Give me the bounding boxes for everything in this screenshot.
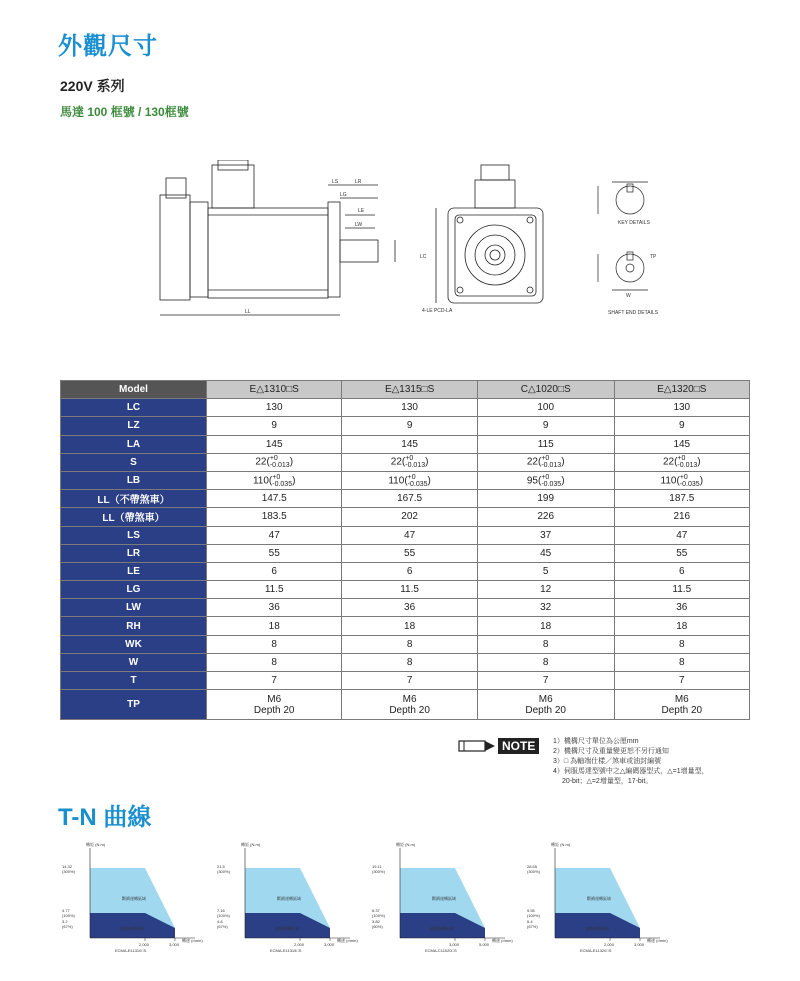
note-list [553,737,709,787]
y-tick-label: (100%) [62,913,75,918]
column-header: E△1315□S [342,381,477,399]
cell-base-value: 22 [526,456,538,468]
x-axis-label: 轉速 (r/min) [492,938,513,943]
y-axis-label: 轉矩 (N.m) [241,842,261,847]
frame-subtitle: 馬達 100 框號 / 130框號 [60,105,189,119]
row-header: LL（不帶煞車） [61,490,207,508]
x-tick-label: 3,000 [634,942,645,947]
pencil-icon [458,738,496,754]
table-row [61,417,750,435]
y-tick-label: 6.4 [527,919,533,924]
y-tick-label: (300%) [372,869,385,874]
table-row [61,562,750,580]
chart-model-label: ECMA-E11320□S [580,948,612,953]
table-cell: 100 [477,399,614,417]
tolerance-lower: -0.035 [407,480,428,488]
intermittent-label: 斷續運轉區域 [122,896,146,901]
model-header: Model [61,381,207,399]
cell-base-value: 110 [660,475,677,487]
table-cell: 7 [477,672,614,690]
table-row [61,653,750,671]
label-lc: LC [420,254,427,260]
x-tick-label: 2,000 [139,942,150,947]
tolerance-upper: +0 [541,455,550,463]
table-cell: 8 [342,635,477,653]
table-cell: M6 Depth 20 [614,690,749,720]
x-tick-label: 2,000 [604,942,615,947]
y-axis-label: 轉矩 (N.m) [396,842,416,847]
table-cell: 9 [207,417,342,435]
y-axis-label: 轉矩 (N.m) [551,842,571,847]
table-cell: M6 Depth 20 [207,690,342,720]
page-title: 外觀尺寸 [58,33,158,60]
table-row [61,399,750,417]
table-row [61,617,750,635]
tolerance [677,455,697,469]
tolerance-lower: -0.013 [405,462,426,470]
table-cell: 8 [207,635,342,653]
table-cell: 5 [477,562,614,580]
table-cell: 9 [477,417,614,435]
table-cell: 9 [614,417,749,435]
table-cell: 167.5 [342,490,477,508]
y-tick-label: 9.55 [527,908,535,913]
table-cell: 11.5 [207,581,342,599]
motor-front-view [436,165,543,303]
shaft-end-label: SHAFT END DETAILS [608,310,659,316]
table-header-row [61,381,750,399]
table-cell: 45 [477,544,614,562]
continuous-label: 連續運轉區域 [585,926,609,931]
y-tick-label: 19.11 [372,864,382,869]
y-tick-label: 6.37 [372,908,380,913]
table-row [61,453,750,471]
row-header: RH [61,617,207,635]
intermittent-label: 斷續運轉區域 [432,896,456,901]
row-header: LB [61,471,207,489]
table-cell: 145 [207,435,342,453]
table-cell: 37 [477,526,614,544]
label-lg: LG [340,192,347,198]
label-lr: LR [355,179,362,185]
y-tick-label: (67%) [217,924,228,929]
table-cell: 130 [342,399,477,417]
tolerance-upper: +0 [272,473,281,481]
label-lw: LW [355,222,363,228]
table-cell: 130 [207,399,342,417]
y-tick-label: (300%) [527,869,540,874]
table-row [61,690,750,720]
tolerance [541,474,561,488]
table-cell: 110( +0 -0.035 ) [342,471,477,489]
table-cell: 36 [207,599,342,617]
table-cell: 55 [207,544,342,562]
table-cell: 9 [342,417,477,435]
table-cell: 22( +0 -0.013 ) [477,453,614,471]
tolerance-upper: +0 [679,473,688,481]
y-tick-label: (300%) [217,869,230,874]
cell-base-value: 110 [252,475,269,487]
tolerance-upper: +0 [269,455,278,463]
intermittent-label: 斷續運轉區域 [277,896,301,901]
table-cell: 187.5 [614,490,749,508]
table-cell: 36 [614,599,749,617]
x-axis-label: 轉速 (r/min) [647,938,668,943]
label-ll: LL [245,309,251,315]
table-cell: 95( +0 -0.035 ) [477,471,614,489]
table-row [61,635,750,653]
table-cell: 202 [342,508,477,526]
table-row [61,544,750,562]
table-cell: 7 [342,672,477,690]
intermittent-label: 斷續運轉區域 [587,896,611,901]
row-header: WK [61,635,207,653]
table-cell: 55 [614,544,749,562]
row-header: TP [61,690,207,720]
dimension-drawings [150,160,690,330]
table-row [61,599,750,617]
row-header: T [61,672,207,690]
table-cell: 47 [342,526,477,544]
column-header: E△1320□S [614,381,749,399]
x-tick-label: 3,000 [169,942,180,947]
note-badge [458,738,539,754]
row-header: LE [61,562,207,580]
tn-title: T-N 曲線 [58,804,152,831]
table-row [61,526,750,544]
table-cell: 8 [477,653,614,671]
y-tick-label: 3.82 [372,919,380,924]
column-header: E△1310□S [207,381,342,399]
row-header: LR [61,544,207,562]
table-cell: 130 [614,399,749,417]
tolerance [680,474,700,488]
continuous-label: 連續運轉區域 [275,926,299,931]
tolerance-lower: -0.013 [269,462,290,470]
x-tick-label: 5,000 [479,942,490,947]
note-item: 20-bit；△=2增量型，17-bit。 [553,778,653,785]
table-cell: 32 [477,599,614,617]
table-cell: 8 [342,653,477,671]
continuous-label: 連續運轉區域 [430,926,454,931]
chart-model-label: ECMA-E11315□S [270,948,302,953]
cell-base-value: 22 [662,456,675,468]
key-details [598,182,648,214]
table-cell: 216 [614,508,749,526]
table-cell: 18 [207,617,342,635]
table-cell: 226 [477,508,614,526]
table-cell: 11.5 [614,581,749,599]
y-tick-label: 7.16 [217,908,225,913]
row-header: LW [61,599,207,617]
table-cell: 11.5 [342,581,477,599]
row-header: LL（帶煞車） [61,508,207,526]
table-cell: 22( +0 -0.013 ) [207,453,342,471]
table-cell: 183.5 [207,508,342,526]
y-tick-label: (300%) [62,869,75,874]
cell-base-value: 95 [526,475,538,487]
y-tick-label: (100%) [527,913,540,918]
table-cell: 8 [614,653,749,671]
note-item: 4）伺服馬達型號中之△編碼器型式，△=1增量型， [553,768,709,775]
table-cell: M6 Depth 20 [477,690,614,720]
label-ls: LS [332,179,339,185]
y-tick-label: (67%) [527,924,538,929]
table-cell: 115 [477,435,614,453]
row-header: LC [61,399,207,417]
table-cell: 18 [342,617,477,635]
table-cell: 7 [614,672,749,690]
cell-base-value: 110 [388,475,405,487]
note-label: NOTE [498,738,539,754]
tolerance [541,455,561,469]
tolerance [270,455,290,469]
table-row [61,435,750,453]
tolerance-lower: -0.035 [541,480,562,488]
tolerance [405,455,425,469]
table-cell: 18 [477,617,614,635]
table-cell: 8 [477,635,614,653]
table-cell: 47 [207,526,342,544]
y-tick-label: (100%) [372,913,385,918]
shaft-end-details [598,252,648,290]
table-row [61,672,750,690]
cell-base-value: 22 [390,456,402,468]
y-axis-label: 轉矩 (N.m) [86,842,106,847]
cell-base-value: 22 [255,456,267,468]
tolerance-upper: +0 [677,455,686,463]
table-row [61,581,750,599]
y-tick-label: (67%) [62,924,73,929]
y-tick-label: 4.77 [62,908,70,913]
tolerance-upper: +0 [405,455,414,463]
label-le: LE [358,208,365,214]
table-cell: 36 [342,599,477,617]
tolerance-upper: +0 [541,473,550,481]
label-la: 4-LE PCD-LA [422,308,453,314]
x-tick-label: 3,000 [449,942,460,947]
table-cell: 110( +0 -0.035 ) [614,471,749,489]
table-cell: 47 [614,526,749,544]
table-cell: 147.5 [207,490,342,508]
tolerance-lower: -0.013 [541,462,562,470]
label-w: W [626,293,631,299]
continuous-label: 連續運轉區域 [120,926,144,931]
table-row [61,471,750,489]
tolerance-lower: -0.035 [272,480,293,488]
y-tick-label: 28.65 [527,864,538,869]
row-header: W [61,653,207,671]
chart-model-label: ECMA-E11310□S [115,948,147,953]
table-cell: 8 [207,653,342,671]
tn-chart [525,838,675,958]
table-cell: 145 [614,435,749,453]
table-cell: 8 [614,635,749,653]
chart-model-label: ECMA-C11020□S [425,948,457,953]
table-cell: M6 Depth 20 [342,690,477,720]
row-header: S [61,453,207,471]
tolerance-lower: -0.035 [679,480,700,488]
table-cell: 6 [614,562,749,580]
y-tick-label: (100%) [217,913,230,918]
table-row [61,508,750,526]
tn-chart [215,838,365,958]
table-cell: 6 [342,562,477,580]
column-header: C△1020□S [477,381,614,399]
table-cell: 7 [207,672,342,690]
tn-chart [370,838,520,958]
table-cell: 18 [614,617,749,635]
note-item: 1）機構尺寸單位為公厘mm [553,738,639,745]
y-tick-label: 21.5 [217,864,225,869]
table-cell: 145 [342,435,477,453]
y-tick-label: 14.32 [62,864,73,869]
table-cell: 110( +0 -0.035 ) [207,471,342,489]
x-tick-label: 2,000 [294,942,305,947]
table-cell: 199 [477,490,614,508]
x-tick-label: 3,000 [324,942,335,947]
x-axis-label: 轉速 (r/min) [182,938,203,943]
table-row [61,490,750,508]
y-tick-label: 3.2 [62,919,68,924]
x-axis-label: 轉速 (r/min) [337,938,358,943]
row-header: LA [61,435,207,453]
row-header: LG [61,581,207,599]
y-tick-label: (60%) [372,924,383,929]
tolerance-upper: +0 [407,473,416,481]
label-tp: TP [650,254,657,260]
row-header: LZ [61,417,207,435]
tolerance-lower: -0.013 [677,462,698,470]
table-cell: 12 [477,581,614,599]
note-item: 2）機構尺寸及重量變更恕不另行通知 [553,748,669,755]
row-header: LS [61,526,207,544]
table-cell: 6 [207,562,342,580]
spec-table [60,380,750,720]
tn-chart [60,838,210,958]
key-details-label: KEY DETAILS [618,220,650,226]
table-cell: 22( +0 -0.013 ) [614,453,749,471]
tolerance [408,474,428,488]
tolerance [272,474,292,488]
series-subtitle: 220V 系列 [60,78,125,94]
y-tick-label: 4.8 [217,919,223,924]
table-cell: 22( +0 -0.013 ) [342,453,477,471]
note-item: 3）□ 為軸端仕樣／煞車或油封編號 [553,758,662,765]
table-cell: 55 [342,544,477,562]
